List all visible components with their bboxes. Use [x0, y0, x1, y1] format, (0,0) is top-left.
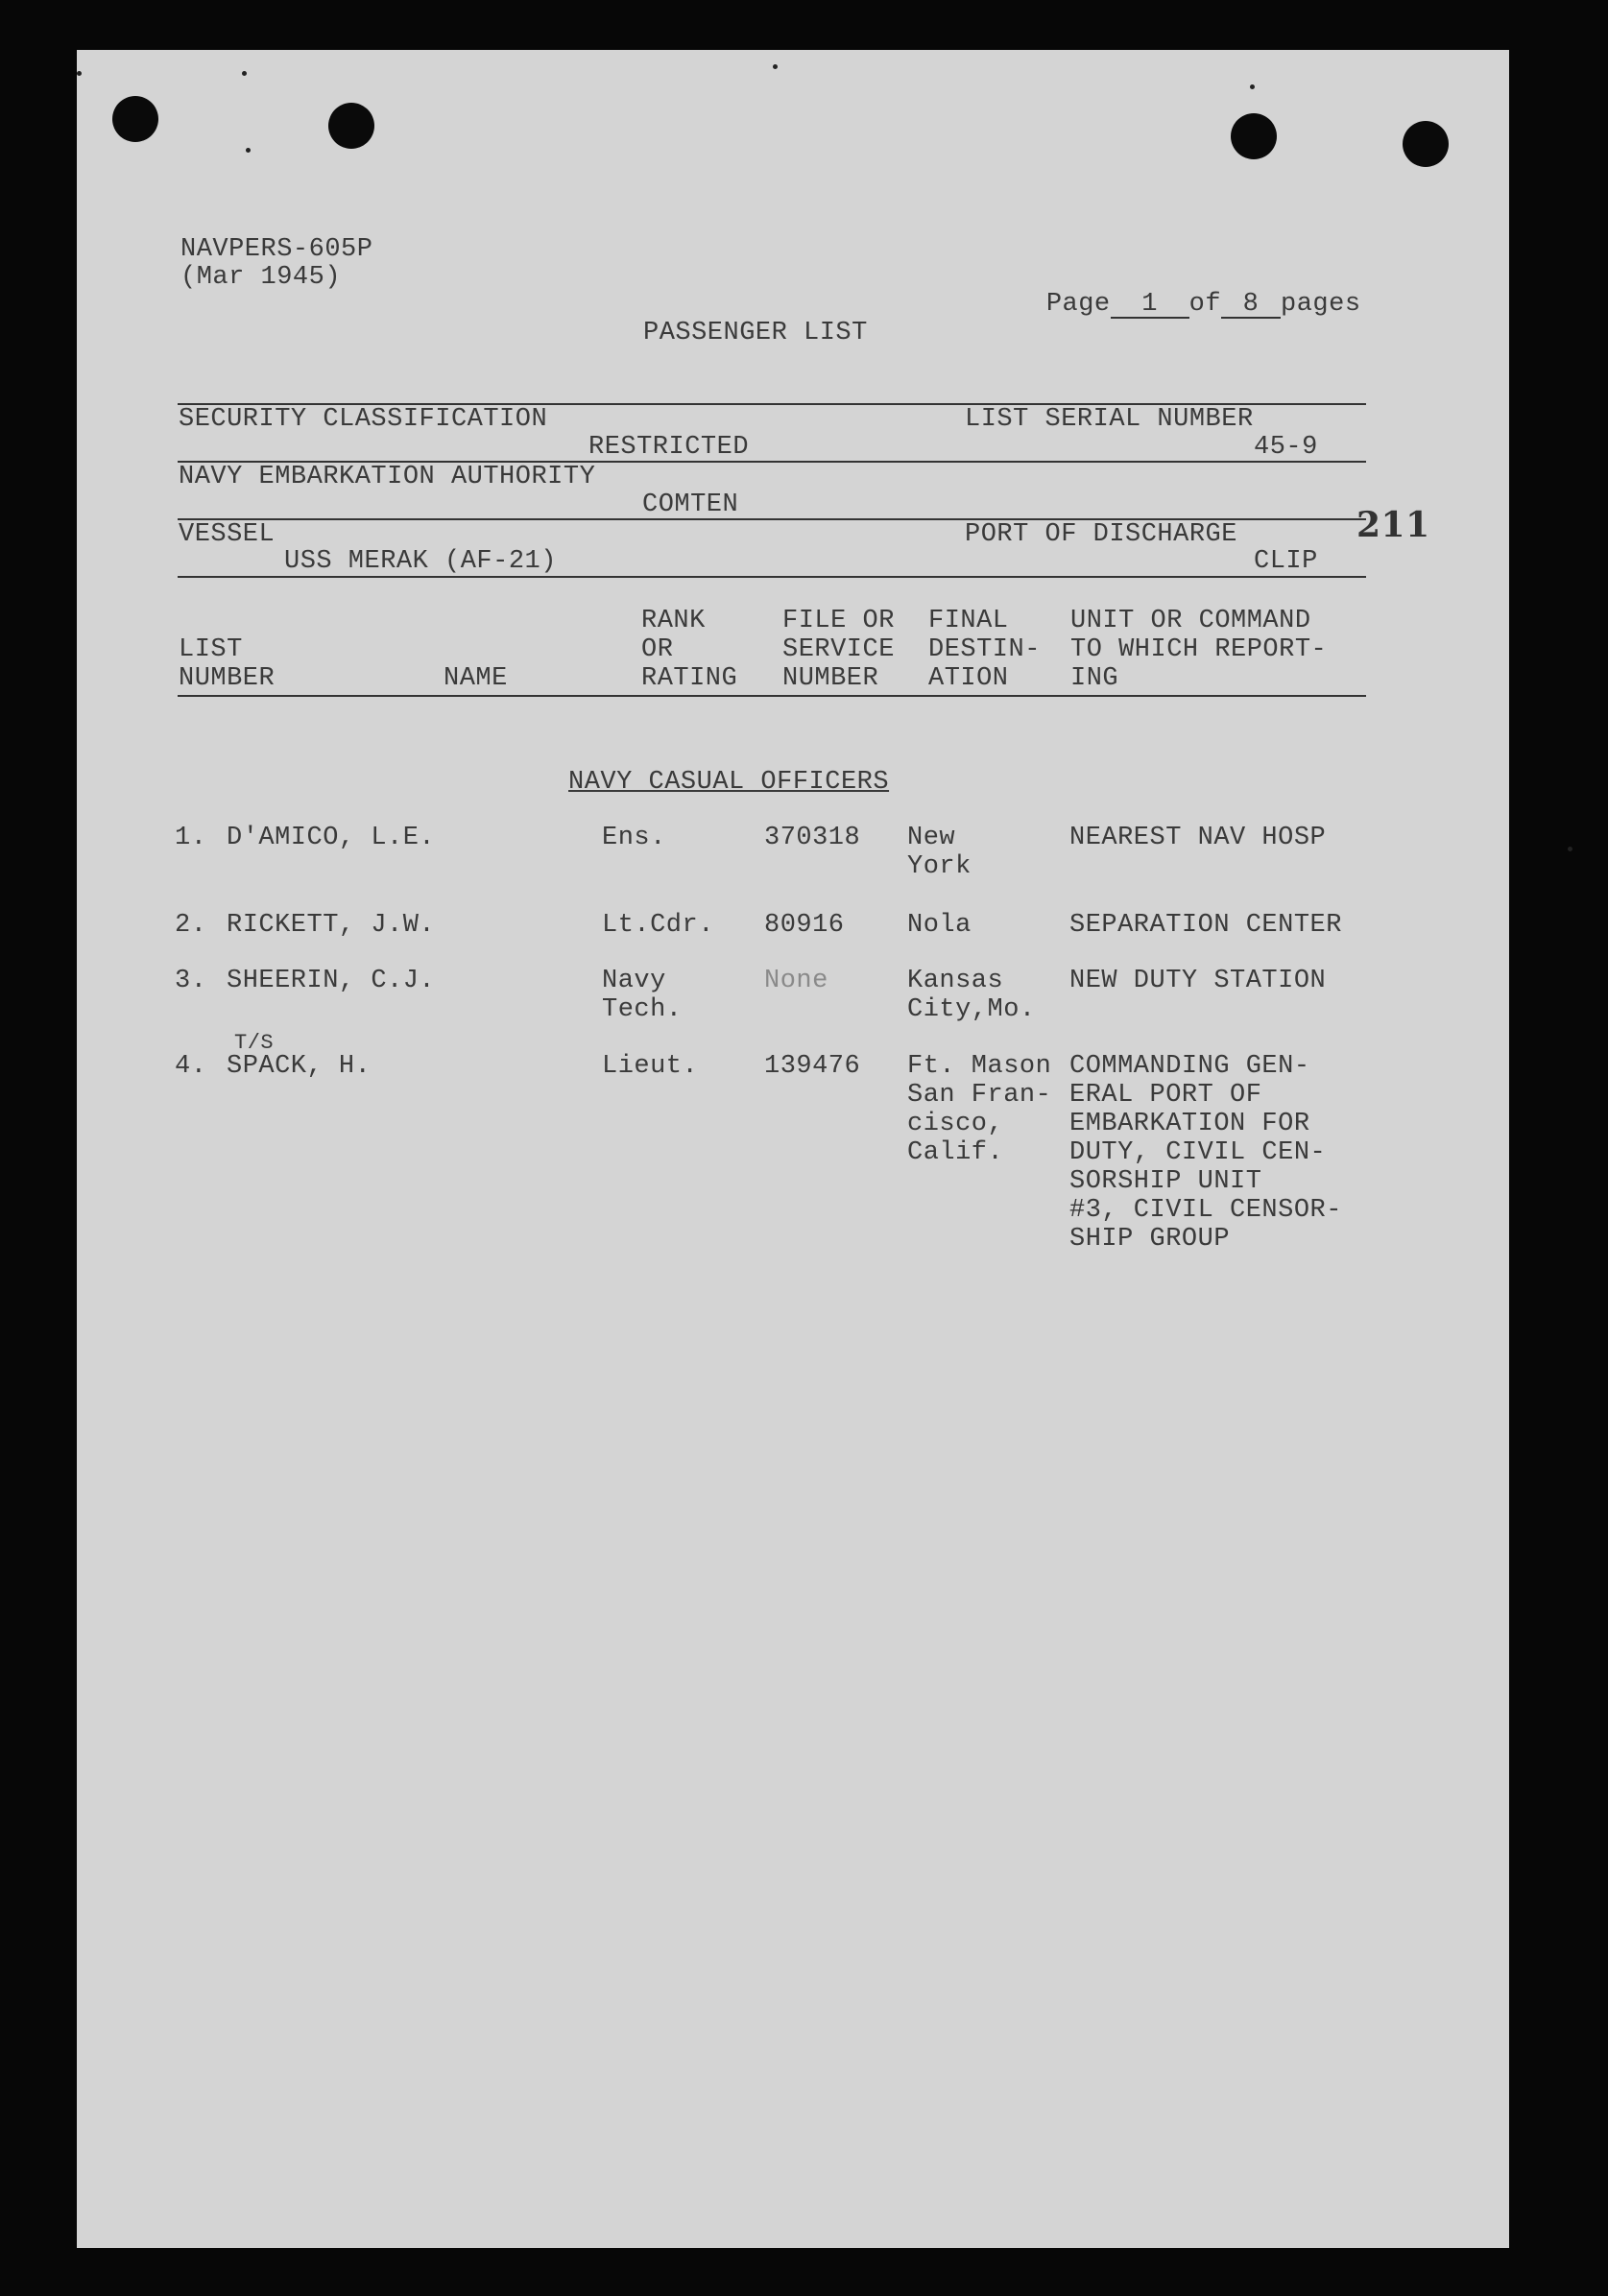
row-dest: Ft. Mason San Fran- cisco, Calif. — [907, 1052, 1052, 1167]
form-date: (Mar 1945) — [180, 263, 342, 292]
row-name: RICKETT, J.W. — [227, 911, 436, 940]
vessel-label: VESSEL — [179, 520, 276, 549]
row-name: D'AMICO, L.E. — [227, 824, 436, 852]
speck — [77, 71, 82, 76]
col-unit: UNIT OR COMMAND TO WHICH REPORT- ING — [1070, 607, 1328, 693]
serial-label: LIST SERIAL NUMBER — [965, 405, 1254, 434]
page-suffix: pages — [1281, 290, 1361, 319]
row-num: 1. — [175, 824, 207, 852]
row-file: None — [764, 967, 828, 995]
authority-label: NAVY EMBARKATION AUTHORITY — [179, 463, 596, 491]
document-sheet — [77, 50, 1509, 2248]
row-name: SHEERIN, C.J. — [227, 967, 436, 995]
speck — [246, 148, 251, 153]
speck — [773, 64, 778, 69]
row-dest: Kansas City,Mo. — [907, 967, 1036, 1024]
security-value: RESTRICTED — [588, 433, 750, 462]
discharge-value: CLIP — [1254, 547, 1318, 576]
punch-hole — [112, 96, 158, 142]
row-dest: Nola — [907, 911, 972, 940]
row-unit: COMMANDING GEN- ERAL PORT OF EMBARKATION FOR DUTY, CIVIL CEN- SORSHIP UNIT #3, CIVIL CENSOR- SHIP GROUP — [1069, 1052, 1342, 1254]
col-final: FINAL DESTIN- ATION — [928, 607, 1041, 693]
row-file: 370318 — [764, 824, 861, 852]
form-number: NAVPERS-605P — [180, 235, 373, 264]
serial-value: 45-9 — [1254, 433, 1318, 462]
row-num: 3. — [175, 967, 207, 995]
speck — [1250, 84, 1255, 89]
columns-rule — [178, 695, 1366, 697]
page-indicator — [982, 261, 1361, 347]
punch-hole — [1403, 121, 1449, 167]
row-rank: Lieut. — [602, 1052, 699, 1081]
row-unit: NEW DUTY STATION — [1069, 967, 1327, 995]
col-name: NAME — [444, 664, 508, 693]
page-total: 8 — [1221, 292, 1281, 319]
col-file: FILE OR SERVICE NUMBER — [782, 607, 895, 693]
security-label: SECURITY CLASSIFICATION — [179, 405, 548, 434]
clip-number: 211 — [1356, 505, 1430, 545]
page-label: Page — [1045, 290, 1111, 319]
row-name: SPACK, H. — [227, 1052, 372, 1081]
row-rank: Lt.Cdr. — [602, 911, 714, 940]
col-rank: RANK OR RATING — [641, 607, 738, 693]
authority-value: COMTEN — [642, 490, 739, 519]
row-rank: Navy Tech. — [602, 967, 683, 1024]
document-title: PASSENGER LIST — [643, 319, 868, 347]
row-file: 80916 — [764, 911, 845, 940]
row-unit: SEPARATION CENTER — [1069, 911, 1342, 940]
page-of: of — [1188, 290, 1222, 319]
vessel-value: USS MERAK (AF-21) — [284, 547, 557, 576]
row-file: 139476 — [764, 1052, 861, 1081]
col-list-number: LIST NUMBER — [179, 635, 276, 693]
header-rule — [178, 576, 1366, 578]
row-rank: Ens. — [602, 824, 666, 852]
discharge-label: PORT OF DISCHARGE — [965, 520, 1237, 549]
punch-hole — [328, 103, 374, 149]
row-note: T/S — [234, 1031, 275, 1055]
section-title: NAVY CASUAL OFFICERS — [568, 768, 890, 797]
punch-hole — [1231, 113, 1277, 159]
row-unit: NEAREST NAV HOSP — [1069, 824, 1327, 852]
row-num: 2. — [175, 911, 207, 940]
page-current: 1 — [1111, 292, 1189, 319]
row-dest: New York — [907, 824, 972, 881]
speck — [242, 71, 247, 76]
speck — [1568, 847, 1572, 851]
row-num: 4. — [175, 1052, 207, 1081]
